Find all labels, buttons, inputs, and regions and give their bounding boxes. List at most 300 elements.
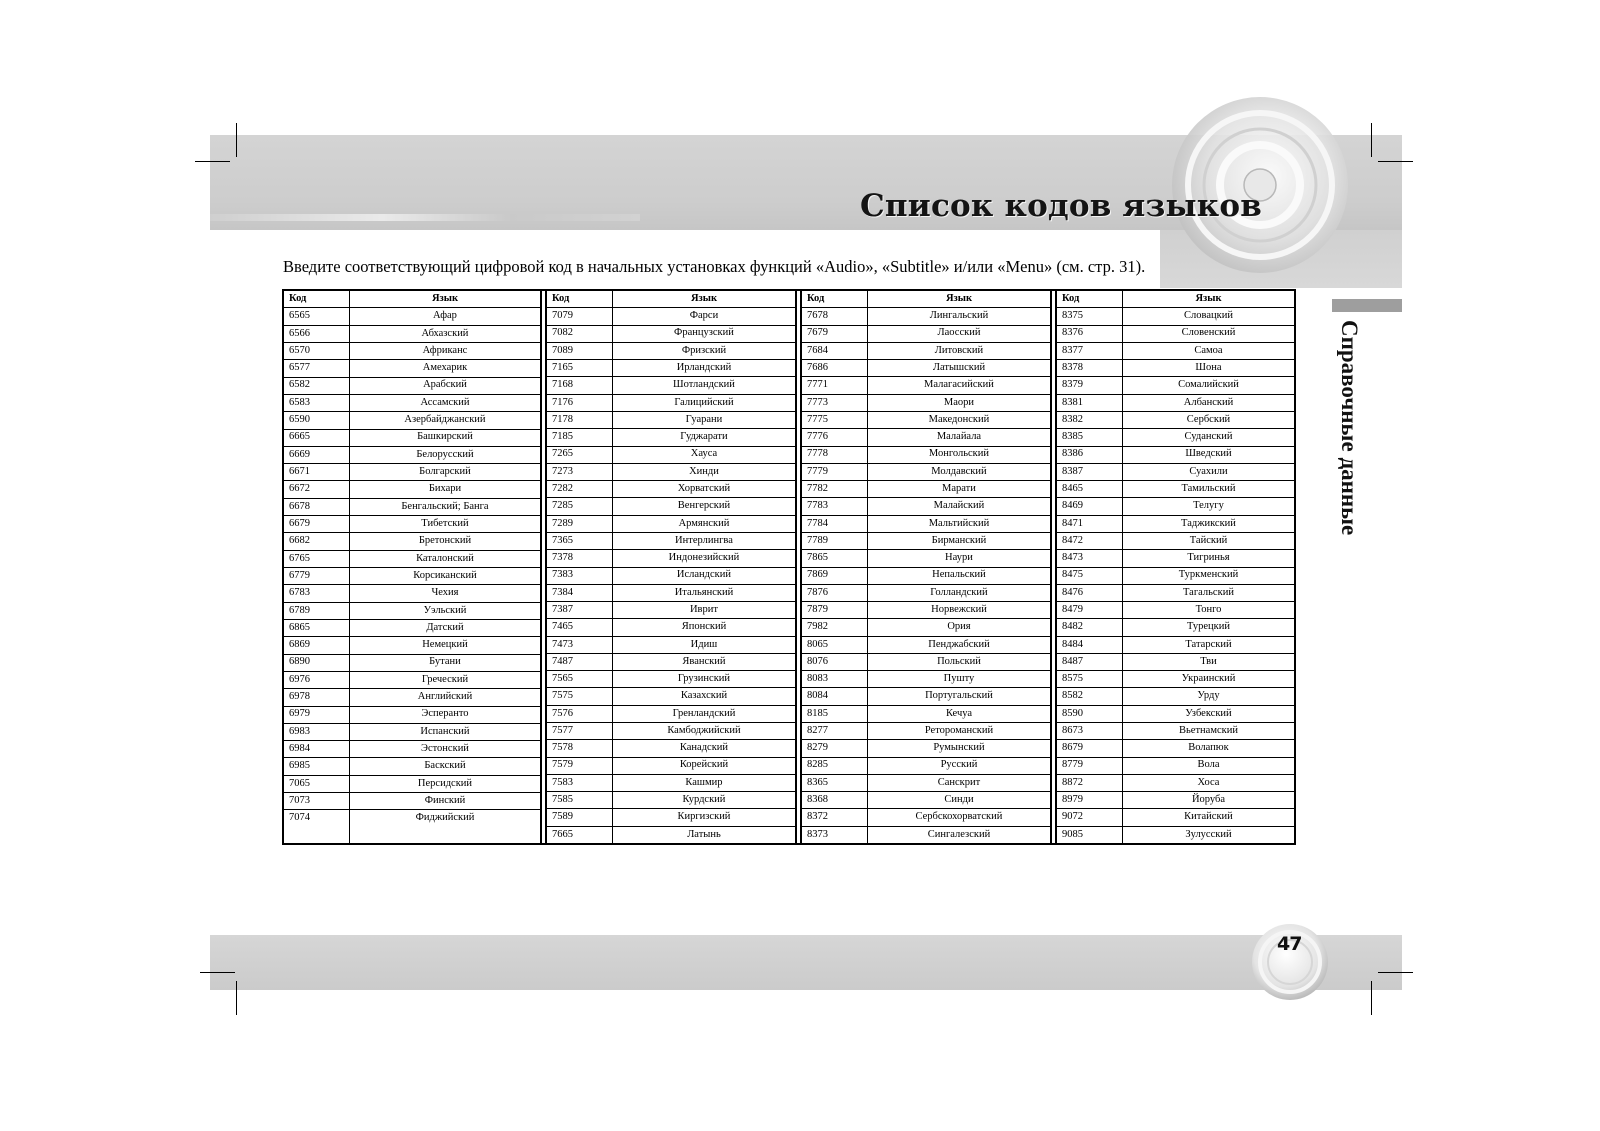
table-row xyxy=(547,447,795,464)
language-name: Тигринья xyxy=(1187,552,1230,564)
language-name: Английский xyxy=(417,691,473,703)
language-name: Арабский xyxy=(423,379,467,391)
language-name: Афар xyxy=(433,310,457,322)
language-name: Индонезийский xyxy=(668,552,740,564)
language-name: Африканс xyxy=(422,344,468,356)
language-name: Русский xyxy=(940,759,978,771)
table-row xyxy=(284,308,540,325)
crop-mark xyxy=(200,972,235,973)
table-row xyxy=(1057,792,1294,809)
language-name: Марати xyxy=(942,482,976,494)
language-code: 7165 xyxy=(547,360,613,376)
language-code: 8065 xyxy=(802,637,868,653)
language-code: 7365 xyxy=(547,533,613,549)
language-code: 6789 xyxy=(284,603,350,619)
table-row xyxy=(802,326,1050,343)
crop-mark xyxy=(1371,981,1372,1015)
table-row xyxy=(1057,447,1294,464)
table-header-row xyxy=(802,291,1050,308)
language-code: 8083 xyxy=(802,671,868,687)
table-row xyxy=(547,688,795,705)
language-code-table xyxy=(282,289,1296,845)
table-row xyxy=(547,568,795,585)
language-name: Финский xyxy=(424,794,466,806)
language-code: 8365 xyxy=(802,775,868,791)
table-row xyxy=(1057,827,1294,843)
language-name: Пушту xyxy=(943,673,975,685)
table-row xyxy=(1057,758,1294,775)
language-code: 7982 xyxy=(802,619,868,635)
language-code: 6765 xyxy=(284,551,350,567)
language-name: Литовский xyxy=(934,344,984,356)
language-name: Хоса xyxy=(1197,776,1220,788)
language-code: 8375 xyxy=(1057,308,1123,324)
table-row xyxy=(547,326,795,343)
language-code: 8479 xyxy=(1057,602,1123,618)
language-code: 7384 xyxy=(547,585,613,601)
language-name: Курдский xyxy=(682,794,726,806)
crop-mark xyxy=(236,981,237,1015)
table-row xyxy=(547,377,795,394)
language-code: 6779 xyxy=(284,568,350,584)
table-row xyxy=(802,827,1050,843)
language-name: Канадский xyxy=(679,742,729,754)
table-row xyxy=(1057,395,1294,412)
language-name: Кечуа xyxy=(945,707,972,719)
header-streak xyxy=(210,214,640,221)
language-code: 8779 xyxy=(1057,758,1123,774)
table-row xyxy=(547,429,795,446)
language-code: 6582 xyxy=(284,378,350,394)
language-name: Суахили xyxy=(1189,465,1228,477)
table-row xyxy=(547,343,795,360)
table-row xyxy=(802,308,1050,325)
language-name: Словенский xyxy=(1181,327,1236,339)
language-name: Телугу xyxy=(1193,500,1224,512)
table-row xyxy=(547,464,795,481)
language-code: 7779 xyxy=(802,464,868,480)
table-row xyxy=(284,810,540,843)
table-column xyxy=(795,291,1050,843)
table-row xyxy=(802,637,1050,654)
table-row xyxy=(1057,602,1294,619)
table-row xyxy=(547,602,795,619)
crop-mark xyxy=(1378,161,1413,162)
language-name: Польский xyxy=(937,655,981,667)
table-row xyxy=(547,585,795,602)
language-name: Корейский xyxy=(679,759,729,771)
table-row xyxy=(284,533,540,550)
language-code: 7578 xyxy=(547,740,613,756)
language-name: Персидский xyxy=(417,777,473,789)
language-name: Лингальский xyxy=(929,310,989,322)
table-row xyxy=(284,551,540,568)
language-code: 7778 xyxy=(802,447,868,463)
language-name: Яванский xyxy=(682,655,726,667)
language-code: 8979 xyxy=(1057,792,1123,808)
language-name: Эстонский xyxy=(421,743,469,755)
language-code: 8373 xyxy=(802,827,868,843)
language-code: 8473 xyxy=(1057,550,1123,566)
table-row xyxy=(1057,706,1294,723)
table-row xyxy=(802,758,1050,775)
language-name: Галицийский xyxy=(674,396,734,408)
language-code: 7465 xyxy=(547,619,613,635)
language-name: Исландский xyxy=(676,569,732,581)
language-code: 7579 xyxy=(547,758,613,774)
table-row xyxy=(547,654,795,671)
table-row xyxy=(1057,619,1294,636)
table-column xyxy=(1050,291,1294,843)
table-row xyxy=(1057,585,1294,602)
language-name: Гуарани xyxy=(685,413,723,425)
table-row xyxy=(284,412,540,429)
header-language: Язык xyxy=(1195,292,1222,304)
table-row xyxy=(547,637,795,654)
language-name: Синди xyxy=(944,794,974,806)
language-name: Идиш xyxy=(690,638,718,650)
language-code: 7285 xyxy=(547,498,613,514)
language-code: 8487 xyxy=(1057,654,1123,670)
language-code: 8285 xyxy=(802,758,868,774)
language-code: 7876 xyxy=(802,585,868,601)
language-code: 7282 xyxy=(547,481,613,497)
table-column xyxy=(540,291,795,843)
language-name: Малайский xyxy=(933,500,985,512)
language-code: 7074 xyxy=(284,810,350,843)
language-name: Фарси xyxy=(689,310,719,322)
table-row xyxy=(284,707,540,724)
table-row xyxy=(547,550,795,567)
language-code: 8377 xyxy=(1057,343,1123,359)
language-name: Ория xyxy=(947,621,971,633)
language-name: Урду xyxy=(1197,690,1220,702)
table-row xyxy=(284,499,540,516)
language-code: 7079 xyxy=(547,308,613,324)
table-row xyxy=(802,775,1050,792)
language-code: 7776 xyxy=(802,429,868,445)
table-row xyxy=(547,395,795,412)
language-code: 8472 xyxy=(1057,533,1123,549)
table-row xyxy=(1057,568,1294,585)
intro-text: Введите соответствующий цифровой код в начальных установках функций «Audio», «Subtitle» и/или «Menu» (см. стр. 31). xyxy=(283,257,1146,276)
language-name: Итальянский xyxy=(674,586,734,598)
table-row xyxy=(1057,516,1294,533)
table-column xyxy=(284,291,540,843)
table-row xyxy=(547,792,795,809)
language-name: Вьетнамский xyxy=(1179,724,1238,736)
crop-mark xyxy=(1378,972,1413,973)
language-code: 6984 xyxy=(284,741,350,757)
language-name: Бутани xyxy=(429,656,461,668)
table-row xyxy=(802,360,1050,377)
language-name: Эсперанто xyxy=(421,708,469,720)
language-name: Армянский xyxy=(678,517,730,529)
language-name: Тагальский xyxy=(1183,586,1234,598)
language-name: Гуджарати xyxy=(680,431,728,443)
language-code: 8386 xyxy=(1057,447,1123,463)
table-row xyxy=(547,706,795,723)
language-code: 6678 xyxy=(284,499,350,515)
table-row xyxy=(284,343,540,360)
language-name: Амехарик xyxy=(422,362,468,374)
language-name: Норвежский xyxy=(931,603,987,615)
language-name: Ассамский xyxy=(420,396,470,408)
language-name: Бихари xyxy=(428,483,462,495)
table-row xyxy=(802,516,1050,533)
language-code: 7684 xyxy=(802,343,868,359)
language-code: 7565 xyxy=(547,671,613,687)
table-row xyxy=(284,741,540,758)
table-row xyxy=(802,619,1050,636)
language-code: 6983 xyxy=(284,724,350,740)
table-row xyxy=(284,672,540,689)
table-row xyxy=(284,481,540,498)
language-name: Словацкий xyxy=(1184,310,1233,322)
language-name: Молдавский xyxy=(931,465,987,477)
crop-mark xyxy=(195,161,230,162)
language-name: Датский xyxy=(426,621,464,633)
language-name: Китайский xyxy=(1184,811,1233,823)
table-header-row xyxy=(284,291,540,308)
language-name: Волапюк xyxy=(1188,742,1229,754)
table-row xyxy=(547,809,795,826)
table-row xyxy=(284,758,540,775)
header-code: Код xyxy=(547,291,613,307)
language-name: Интерлингва xyxy=(675,534,733,546)
table-row xyxy=(802,654,1050,671)
language-name: Латышский xyxy=(932,362,986,374)
language-name: Хинди xyxy=(689,465,719,477)
table-row xyxy=(547,308,795,325)
language-name: Латынь xyxy=(687,828,721,840)
language-name: Албанский xyxy=(1183,396,1234,408)
table-row xyxy=(547,758,795,775)
table-row xyxy=(284,620,540,637)
language-code: 6679 xyxy=(284,516,350,532)
table-row xyxy=(284,568,540,585)
table-row xyxy=(284,326,540,343)
table-row xyxy=(802,533,1050,550)
table-header-row xyxy=(547,291,795,308)
table-row xyxy=(1057,550,1294,567)
table-row xyxy=(802,809,1050,826)
table-row xyxy=(802,343,1050,360)
language-code: 7176 xyxy=(547,395,613,411)
language-name: Шона xyxy=(1195,362,1222,374)
language-name: Сомалийский xyxy=(1178,379,1239,391)
table-row xyxy=(547,498,795,515)
table-row xyxy=(1057,412,1294,429)
language-name: Камбоджийский xyxy=(667,724,741,736)
header-language: Язык xyxy=(690,292,717,304)
language-name: Шведский xyxy=(1185,448,1232,460)
table-row xyxy=(1057,326,1294,343)
language-code: 7771 xyxy=(802,377,868,393)
language-name: Ирландский xyxy=(676,362,732,374)
language-code: 8484 xyxy=(1057,637,1123,653)
table-row xyxy=(1057,654,1294,671)
table-row xyxy=(547,516,795,533)
language-name: Украинский xyxy=(1181,673,1236,685)
language-name: Грузинский xyxy=(677,673,731,685)
language-code: 8465 xyxy=(1057,481,1123,497)
language-name: Наури xyxy=(945,552,973,564)
language-name: Болгарский xyxy=(419,466,471,478)
language-name: Тви xyxy=(1200,655,1217,667)
language-code: 7789 xyxy=(802,533,868,549)
language-code: 8376 xyxy=(1057,326,1123,342)
language-name: Суданский xyxy=(1184,431,1233,443)
language-code: 7678 xyxy=(802,308,868,324)
language-code: 8379 xyxy=(1057,377,1123,393)
language-code: 7576 xyxy=(547,706,613,722)
language-code: 9085 xyxy=(1057,827,1123,843)
language-name: Корсиканский xyxy=(413,569,477,581)
language-code: 8378 xyxy=(1057,360,1123,376)
language-name: Бретонский xyxy=(418,535,472,547)
language-name: Кашмир xyxy=(685,776,723,788)
language-name: Сингалезский xyxy=(927,828,991,840)
language-code: 6590 xyxy=(284,412,350,428)
header-code: Код xyxy=(1057,291,1123,307)
table-row xyxy=(802,792,1050,809)
language-code: 7073 xyxy=(284,793,350,809)
language-code: 7575 xyxy=(547,688,613,704)
language-name: Каталонский xyxy=(416,552,474,564)
language-code: 7583 xyxy=(547,775,613,791)
language-code: 6665 xyxy=(284,430,350,446)
language-code: 7665 xyxy=(547,827,613,843)
table-row xyxy=(547,775,795,792)
language-name: Фиджийский xyxy=(415,812,475,824)
language-code: 7065 xyxy=(284,776,350,792)
language-code: 8590 xyxy=(1057,706,1123,722)
language-name: Тонго xyxy=(1195,603,1222,615)
table-row xyxy=(802,723,1050,740)
language-code: 9072 xyxy=(1057,809,1123,825)
language-name: Иврит xyxy=(689,603,718,615)
table-row xyxy=(802,568,1050,585)
language-name: Японский xyxy=(681,621,727,633)
language-code: 8277 xyxy=(802,723,868,739)
language-code: 8372 xyxy=(802,809,868,825)
footer-band xyxy=(210,935,1402,990)
header-language: Язык xyxy=(431,292,459,304)
table-row xyxy=(547,360,795,377)
language-code: 7869 xyxy=(802,568,868,584)
language-code: 6976 xyxy=(284,672,350,688)
language-name: Самоа xyxy=(1194,344,1223,356)
language-name: Татарский xyxy=(1185,638,1232,650)
language-name: Французский xyxy=(674,327,734,339)
language-name: Турецкий xyxy=(1186,621,1230,633)
language-name: Малагасийский xyxy=(924,379,994,391)
language-name: Казахский xyxy=(680,690,728,702)
language-name: Греческий xyxy=(421,673,469,685)
language-code: 7265 xyxy=(547,447,613,463)
language-code: 6978 xyxy=(284,689,350,705)
language-code: 7577 xyxy=(547,723,613,739)
language-name: Баскский xyxy=(424,760,466,772)
language-code: 7273 xyxy=(547,464,613,480)
language-code: 6565 xyxy=(284,308,350,324)
language-code: 8582 xyxy=(1057,688,1123,704)
table-row xyxy=(802,395,1050,412)
language-name: Голландский xyxy=(930,586,988,598)
table-row xyxy=(284,603,540,620)
table-row xyxy=(802,740,1050,757)
language-code: 7487 xyxy=(547,654,613,670)
language-name: Хорватский xyxy=(677,482,731,494)
language-code: 7473 xyxy=(547,637,613,653)
language-name: Лаосский xyxy=(937,327,981,339)
language-code: 8084 xyxy=(802,688,868,704)
language-code: 7289 xyxy=(547,516,613,532)
language-code: 7585 xyxy=(547,792,613,808)
table-row xyxy=(1057,498,1294,515)
language-code: 8385 xyxy=(1057,429,1123,445)
language-name: Фризский xyxy=(681,344,727,356)
language-code: 7089 xyxy=(547,343,613,359)
language-name: Малайала xyxy=(936,431,982,443)
language-name: Башкирский xyxy=(417,431,473,443)
language-code: 8381 xyxy=(1057,395,1123,411)
table-row xyxy=(547,827,795,843)
language-code: 8872 xyxy=(1057,775,1123,791)
table-row xyxy=(802,688,1050,705)
language-name: Македонский xyxy=(928,413,990,425)
table-row xyxy=(284,585,540,602)
language-name: Азербайджанский xyxy=(404,414,486,426)
table-row xyxy=(284,447,540,464)
table-row xyxy=(1057,343,1294,360)
language-name: Тайский xyxy=(1189,534,1228,546)
language-name: Белорусский xyxy=(416,448,474,460)
table-row xyxy=(802,550,1050,567)
table-row xyxy=(1057,688,1294,705)
language-name: Маори xyxy=(943,396,975,408)
table-row xyxy=(802,671,1050,688)
language-code: 6671 xyxy=(284,464,350,480)
language-name: Ретороманский xyxy=(924,724,994,736)
table-header-row xyxy=(1057,291,1294,308)
language-code: 7782 xyxy=(802,481,868,497)
header-language: Язык xyxy=(945,292,972,304)
table-row xyxy=(802,481,1050,498)
table-row xyxy=(547,740,795,757)
language-code: 7185 xyxy=(547,429,613,445)
language-code: 7783 xyxy=(802,498,868,514)
language-code: 7879 xyxy=(802,602,868,618)
language-name: Тамильский xyxy=(1181,482,1236,494)
table-row xyxy=(802,464,1050,481)
language-code: 6682 xyxy=(284,533,350,549)
table-row xyxy=(802,498,1050,515)
table-row xyxy=(1057,723,1294,740)
language-code: 7784 xyxy=(802,516,868,532)
language-code: 8476 xyxy=(1057,585,1123,601)
language-code: 8673 xyxy=(1057,723,1123,739)
table-row xyxy=(547,619,795,636)
language-code: 6985 xyxy=(284,758,350,774)
language-name: Узбекский xyxy=(1185,707,1232,719)
table-row xyxy=(802,377,1050,394)
language-name: Венгерский xyxy=(677,500,731,512)
table-row xyxy=(802,447,1050,464)
language-name: Киргизский xyxy=(677,811,731,823)
language-code: 8279 xyxy=(802,740,868,756)
